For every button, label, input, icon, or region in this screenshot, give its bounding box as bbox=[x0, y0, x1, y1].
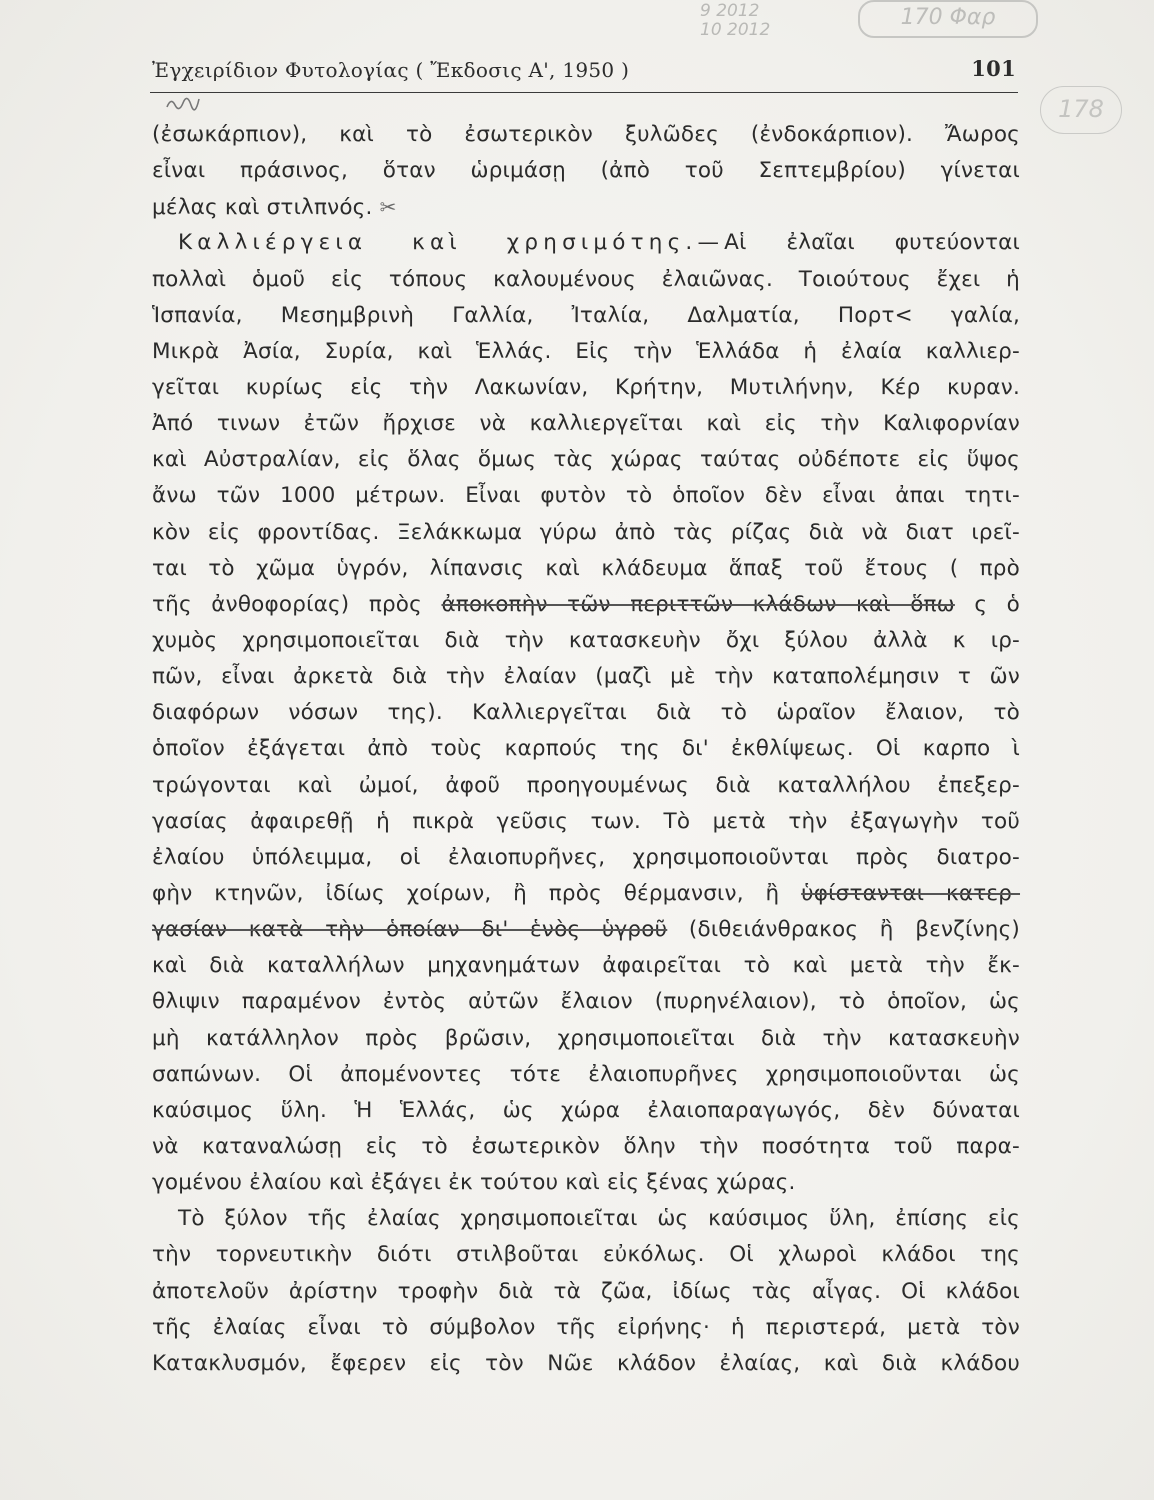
text-line bbox=[152, 876, 1020, 912]
section-heading-line bbox=[152, 225, 1020, 261]
text-line: ὁποῖον ἐξάγεται ἀπὸ τοὺς καρπούς της δι' ἐκθλίψεως. Οἱ καρπο ὶ bbox=[152, 736, 1020, 762]
text-line bbox=[152, 587, 1020, 623]
text-fragment: Αἱ ἐλαῖαι φυτεύονται bbox=[724, 230, 1020, 256]
text-line: ἐλαίου ὑπόλειμμα, οἱ ἐλαιοπυρῆνες, χρησιμοποιοῦνται πρὸς διατρο- bbox=[152, 844, 1020, 870]
page-number: 101 bbox=[971, 56, 1016, 81]
header-rule bbox=[150, 92, 1018, 93]
text-line: νὰ καταναλώσῃ εἰς τὸ ἐσωτερικὸν ὅλην τὴν ποσότητα τοῦ παρα- bbox=[152, 1133, 1020, 1159]
pencil-stamp-note: 170 Φαρ bbox=[858, 0, 1038, 38]
text-fragment: τῆς ἀνθοφορίας) πρὸς bbox=[152, 591, 422, 617]
text-line: καὶ Αὐστραλίαν, εἰς ὅλας ὅμως τὰς χώρας ταύτας οὐδέποτε εἰς ὕψος bbox=[152, 447, 1020, 473]
text-line bbox=[152, 189, 1020, 225]
text-line: πολλαὶ ὁμοῦ εἰς τόπους καλουμένους ἐλαιῶνας. Τοιούτους ἔχει ἡ bbox=[152, 266, 1020, 292]
section-heading: Καλλιέργεια καὶ χρησιμότης.— bbox=[178, 230, 725, 256]
text-line: καύσιμος ὕλη. Ἡ Ἑλλάς, ὡς χώρα ἐλαιοπαραγωγός, δὲν δύναται bbox=[152, 1097, 1020, 1123]
struck-text: ἀποκοπὴν τῶν περιττῶν κλάδων καὶ ὅπω bbox=[441, 591, 955, 617]
text-line: Μικρὰ Ἀσία, Συρία, καὶ Ἑλλάς. Εἰς τὴν Ἑλλάδα ἡ ἐλαία καλλιερ- bbox=[152, 338, 1020, 364]
text-line: ἀποτελοῦν ἀρίστην τροφὴν διὰ τὰ ζῶα, ἰδίως τὰς αἶγας. Οἱ κλάδοι bbox=[152, 1278, 1020, 1304]
text-line: ἄνω τῶν 1000 μέτρων. Εἶναι φυτὸν τὸ ὁποῖον δὲν εἶναι ἀπαι τητι- bbox=[152, 483, 1020, 509]
page-header bbox=[152, 52, 1020, 88]
text-line: γομένου ἐλαίου καὶ ἐξάγει ἐκ τούτου καὶ εἰς ξένας χώρας. bbox=[152, 1170, 796, 1196]
text-fragment: ς ὁ bbox=[974, 591, 1020, 617]
text-line: πῶν, εἶναι ἀρκετὰ διὰ τὴν ἐλαίαν (μαζὶ μὲ τὴν καταπολέμησιν τ ῶν bbox=[152, 664, 1020, 690]
struck-text: ὑφίστανται κατερ- bbox=[801, 880, 1021, 906]
text-line: γεῖται κυρίως εἰς τὴν Λακωνίαν, Κρήτην, Μυτιλήνην, Κέρ κυραν. bbox=[152, 374, 1020, 400]
pencil-date-line-1: 9 2012 bbox=[700, 1, 760, 21]
text-line: τὴν τορνευτικὴν διότι στιλβοῦται εὐκόλως. Οἱ χλωροὶ κλάδοι της bbox=[152, 1242, 1020, 1268]
text-line: Κατακλυσμόν, ἔφερεν εἰς τὸν Νῶε κλάδον ἐλαίας, καὶ διὰ κλάδου bbox=[152, 1350, 1020, 1376]
text-line: θλιψιν παραμένον ἐντὸς αὐτῶν ἔλαιον (πυρηνέλαιον), τὸ ὁποῖον, ὡς bbox=[152, 989, 1020, 1015]
text-line: (ἐσωκάρπιον), καὶ τὸ ἐσωτερικὸν ξυλῶδες (ἐνδοκάρπιον). Ἄωρος bbox=[152, 122, 1020, 147]
text-line: διαφόρων νόσων της). Καλλιεργεῖται διὰ τὸ ὡραῖον ἔλαιον, τὸ bbox=[152, 700, 1020, 726]
text-fragment: (διθειάνθρακος ἢ βενζίνης) bbox=[688, 917, 1020, 943]
text-fragment: φὴν κτηνῶν, ἰδίως χοίρων, ἢ πρὸς θέρμανσιν, ἢ bbox=[152, 880, 780, 906]
struck-text: γασίαν κατὰ τὴν ὁποίαν δι' ἑνὸς ὑγροῦ bbox=[152, 917, 668, 943]
text-line: τρώγονται καὶ ὠμοί, ἀφοῦ προηγουμένως διὰ καταλλήλου ἐπεξερ- bbox=[152, 772, 1020, 798]
text-line: καὶ διὰ καταλλήλων μηχανημάτων ἀφαιρεῖται τὸ καὶ μετὰ τὴν ἔκ- bbox=[152, 953, 1020, 979]
text-line: χυμὸς χρησιμοποιεῖται διὰ τὴν κατασκευὴν ὄχι ξύλου ἀλλὰ κ ιρ- bbox=[152, 627, 1020, 653]
pencil-date-line-2: 10 2012 bbox=[700, 20, 771, 40]
text-line: Ἱσπανία, Μεσημβρινὴ Γαλλία, Ἰταλία, Δαλματία, Πορτ< γαλία, bbox=[152, 302, 1020, 328]
running-title: Ἐγχειρίδιον Φυτολογίας ( Ἔκδοσις Α', 1950 ) bbox=[152, 58, 630, 82]
text-line: Ἀπό τινων ἐτῶν ἤρχισε νὰ καλλιεργεῖται καὶ εἰς τὴν Καλιφορνίαν bbox=[152, 411, 1020, 437]
text-line: κὸν εἰς φροντίδας. Ξελάκκωμα γύρω ἀπὸ τὰς ρίζας διὰ νὰ διατ ιρεῖ- bbox=[152, 519, 1020, 545]
text-line: σαπώνων. Οἱ ἀπομένοντες τότε ἐλαιοπυρῆνες χρησιμοποιοῦνται ὡς bbox=[152, 1061, 1020, 1087]
text-line: μὴ κατάλληλον πρὸς βρῶσιν, χρησιμοποιεῖται διὰ τὴν κατασκευὴν bbox=[152, 1025, 1020, 1051]
pencil-scribble-icon bbox=[165, 93, 205, 111]
pencil-date-note bbox=[700, 2, 770, 40]
text-line bbox=[152, 912, 1020, 948]
scissors-icon: ✂ bbox=[379, 195, 397, 220]
body-text bbox=[152, 117, 1020, 1382]
text-line: γασίας ἀφαιρεθῇ ἡ πικρὰ γεῦσις των. Τὸ μετὰ τὴν ἐξαγωγὴν τοῦ bbox=[152, 808, 1020, 834]
text-line: εἶναι πράσινος, ὅταν ὡριμάσῃ (ἀπὸ τοῦ Σεπτεμβρίου) γίνεται bbox=[152, 158, 1020, 184]
text-line: τῆς ἐλαίας εἶναι τὸ σύμβολον τῆς εἰρήνης· ἡ περιστερά, μετὰ τὸν bbox=[152, 1314, 1020, 1340]
pencil-circled-number: 178 bbox=[1040, 86, 1122, 134]
text-fragment: μέλας καὶ στιλπνός. bbox=[152, 195, 373, 221]
text-line: Τὸ ξύλον τῆς ἐλαίας χρησιμοποιεῖται ὡς καύσιμος ὕλη, ἐπίσης εἰς bbox=[178, 1206, 1020, 1232]
text-line: ται τὸ χῶμα ὑγρόν, λίπανσις καὶ κλάδευμα ἅπαξ τοῦ ἔτους ( πρὸ bbox=[152, 555, 1020, 581]
